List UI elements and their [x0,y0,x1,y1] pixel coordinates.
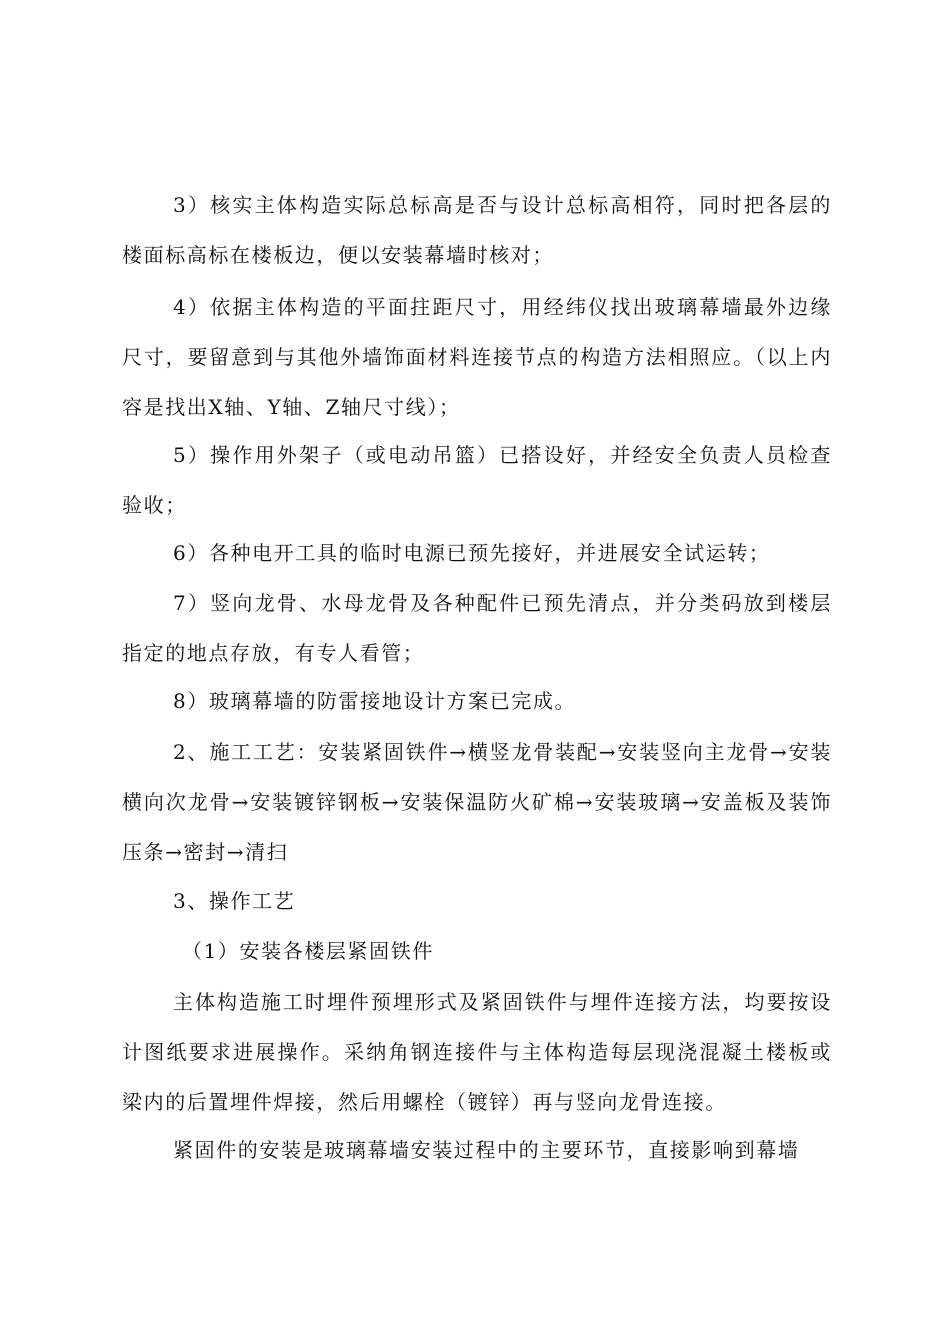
body-paragraph-fastener-installation: 紧固件的安装是玻璃幕墙安装过程中的主要环节，直接影响到幕墙 [173,1138,800,1162]
paragraph-item-3: 3）核实主体构造实际总标高是否与设计总标高相符，同时把各层的楼面标高标在楼板边，便以安装幕墙时核对； [122,193,832,267]
subsection-install-fasteners: （1）安装各楼层紧固铁件 [182,939,434,963]
paragraph-item-6: 6）各种电开工具的临时电源已预先接好，并进展安全试运转； [173,541,771,565]
body-paragraph-embedded-parts: 主体构造施工时埋件预埋形式及紧固铁件与埋件连接方法，均要按设计图纸要求进展操作。采纳角钢连接件与主体构造每层现浇混凝土楼板或梁内的后置埋件焊接，然后用螺栓（镀锌）再与竖向龙骨连接。 [122,990,832,1114]
section-operation-process: 3、操作工艺 [173,889,296,913]
section-construction-process: 2、施工工艺：安装紧固铁件→横竖龙骨装配→安装竖向主龙骨→安装横向次龙骨→安装镀锌钢板→安装保温防火矿棉→安装玻璃→安盖板及装饰压条→密封→清扫 [122,740,832,864]
paragraph-item-8: 8）玻璃幕墙的防雷接地设计方案已完成。 [173,689,577,713]
paragraph-item-7: 7）竖向龙骨、水母龙骨及各种配件已预先清点，并分类码放到楼层指定的地点存放，有专人看管； [122,591,832,665]
paragraph-item-5: 5）操作用外架子（或电动吊篮）已搭设好，并经安全负责人员检查验收； [122,443,832,517]
paragraph-item-4: 4）依据主体构造的平面拄距尺寸，用经纬仪找出玻璃幕墙最外边缘尺寸，要留意到与其他外墙饰面材料连接节点的构造方法相照应。（以上内容是找出X轴、Y轴、Z轴尺寸线）； [122,295,832,419]
